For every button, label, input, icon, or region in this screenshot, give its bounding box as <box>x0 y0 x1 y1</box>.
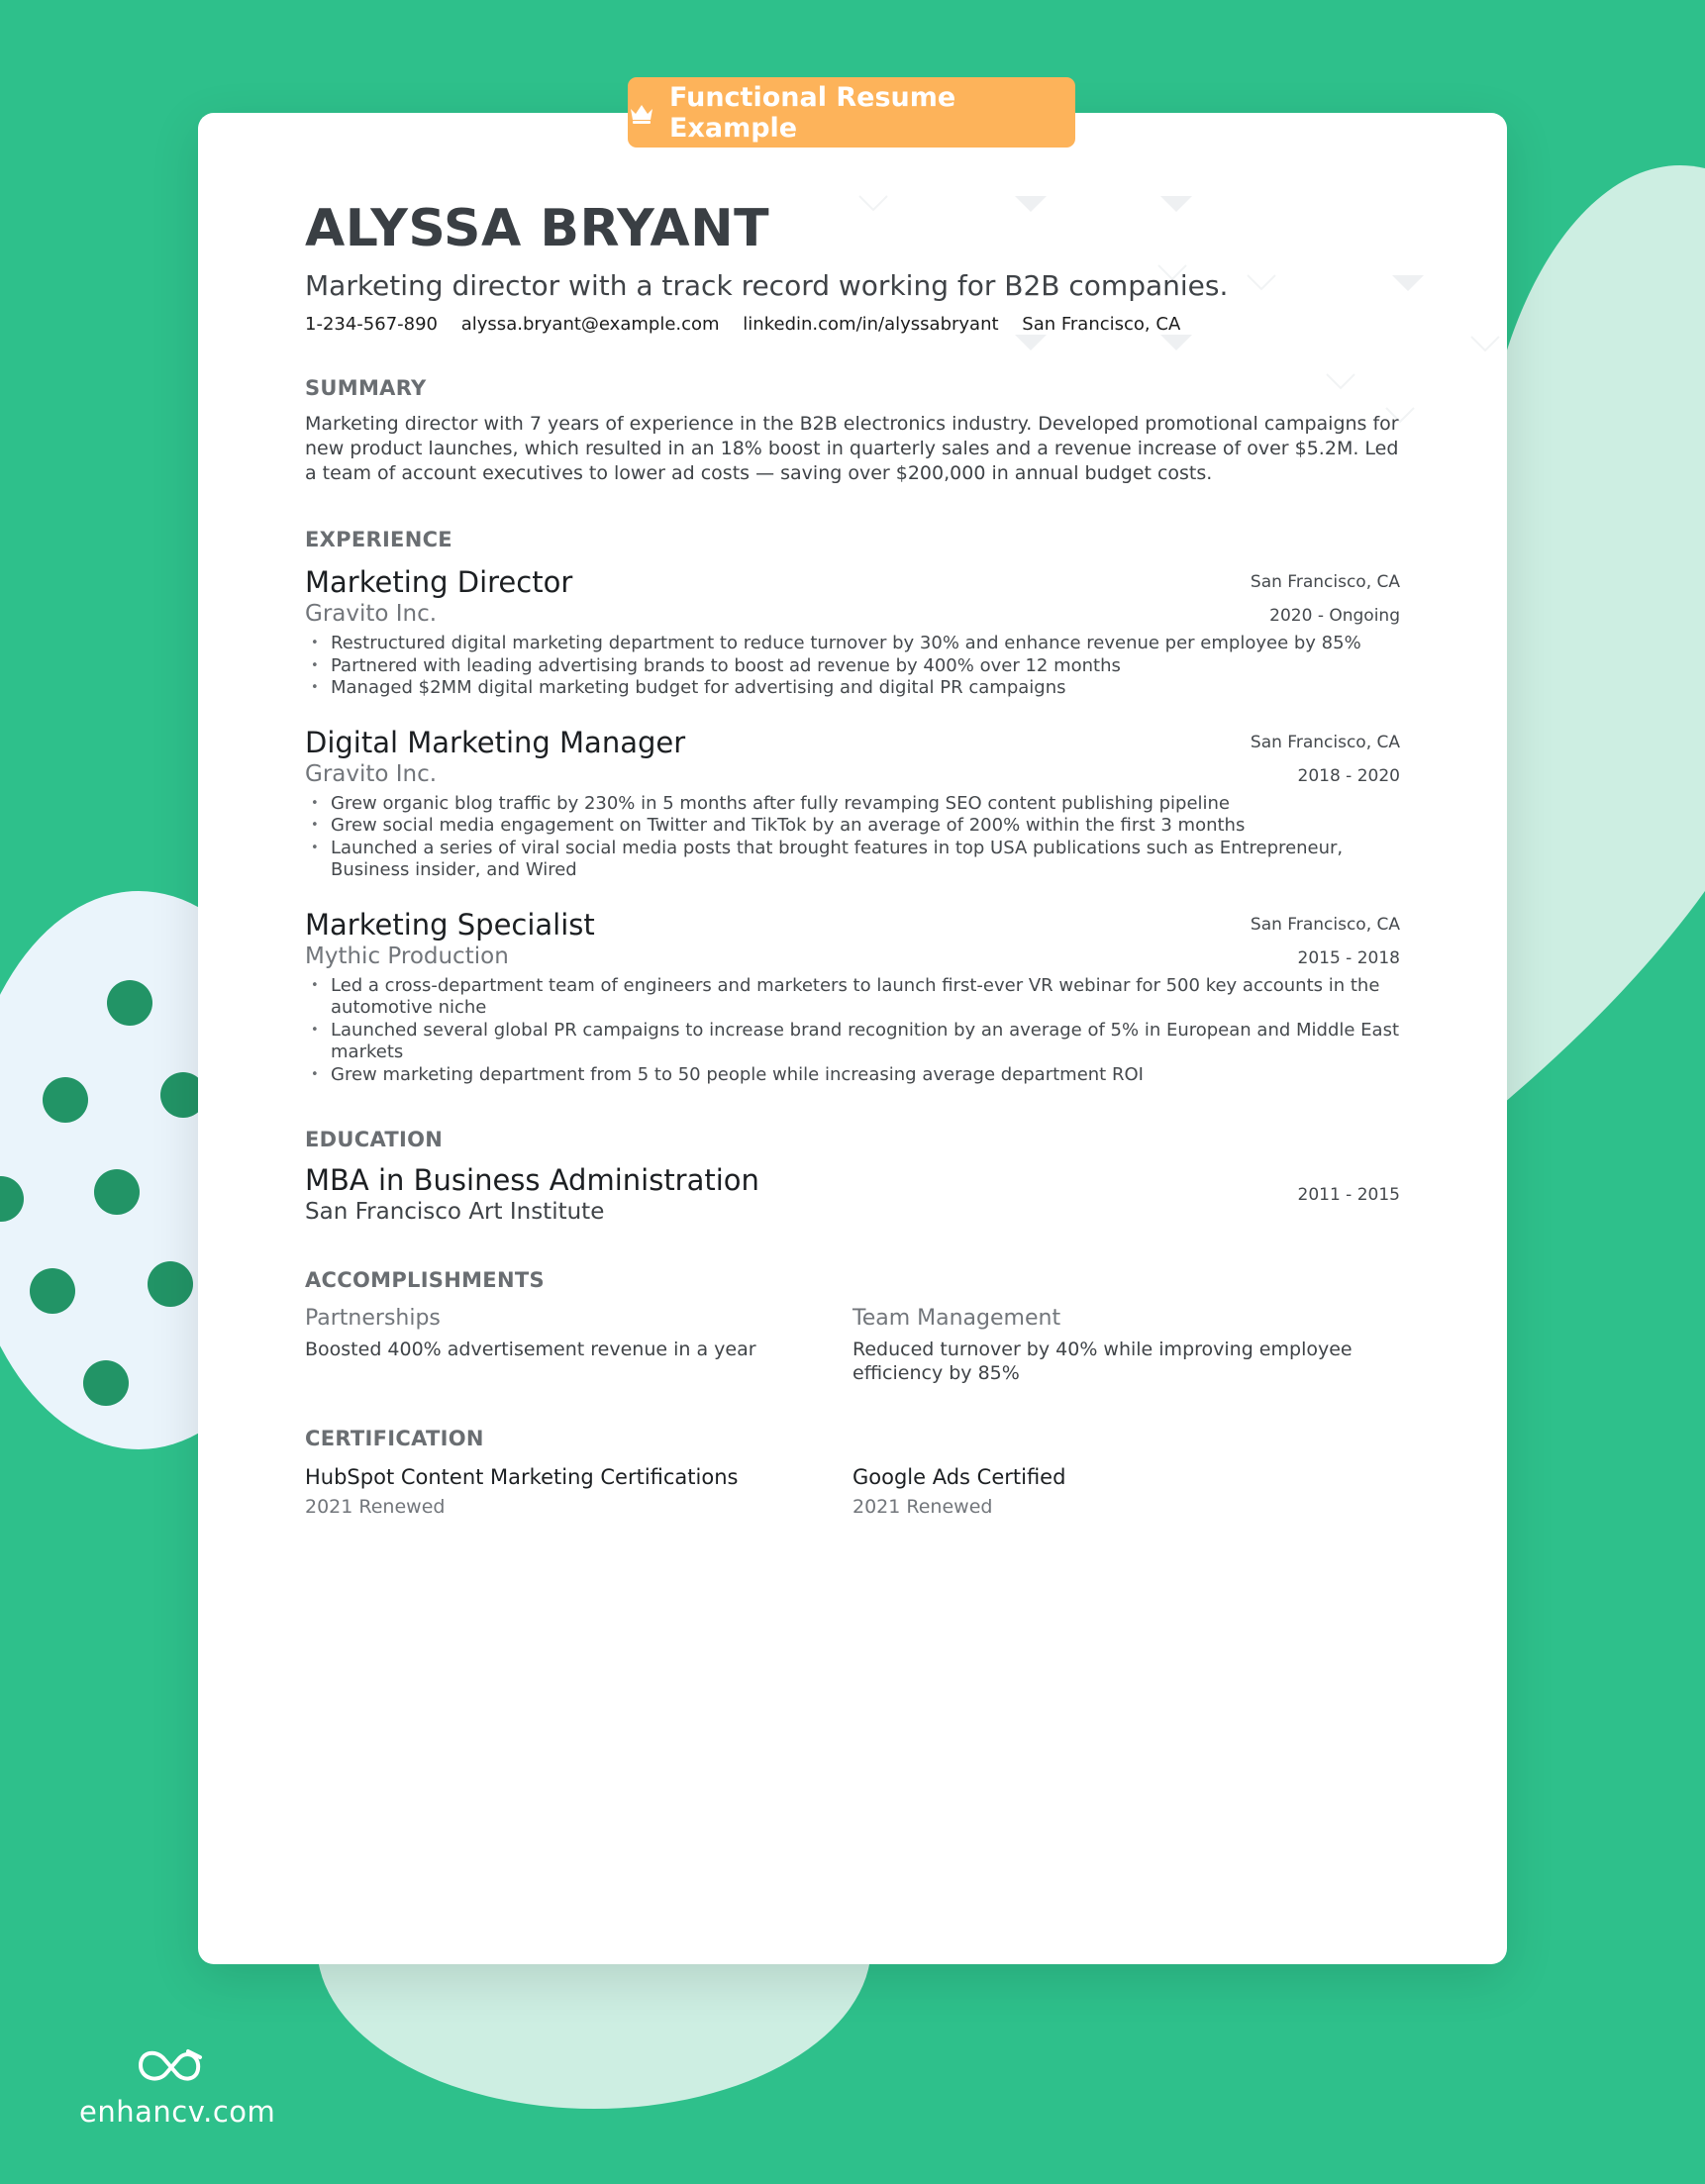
crown-icon <box>628 101 655 125</box>
job-location: San Francisco, CA <box>1250 732 1400 752</box>
accomplishment-desc: Reduced turnover by 40% while improving employee efficiency by 85% <box>852 1339 1353 1385</box>
education-degree: MBA in Business Administration <box>305 1163 759 1198</box>
job-company: Gravito Inc. <box>305 601 438 628</box>
certification-section <box>305 1427 1400 1522</box>
resume-type-badge <box>628 77 1075 148</box>
education-entry <box>305 1163 1400 1227</box>
job-location: San Francisco, CA <box>1250 572 1400 593</box>
job-bullet: • Managed $2MM digital marketing budget for advertising and digital PR campaigns <box>331 677 1400 700</box>
job-bullet: • Grew organic blog traffic by 230% in 5 months after fully revamping SEO content publishing pipeline <box>331 793 1400 816</box>
contact-location: San Francisco, CA <box>1022 314 1181 336</box>
accomplishment-title: Partnerships <box>305 1306 441 1332</box>
job-bullets <box>305 793 1400 882</box>
job-bullet: • Grew marketing department from 5 to 50 people while increasing average department ROI <box>331 1064 1400 1087</box>
summary-section <box>305 376 1400 486</box>
section-title: SUMMARY <box>305 376 427 401</box>
job-bullet: • Launched several global PR campaigns to increase brand recognition by an average of 5% in European and Middle East markets <box>331 1020 1400 1064</box>
certification-title: Google Ads Certified <box>852 1465 1066 1490</box>
job-role: Digital Marketing Manager <box>305 725 686 759</box>
decor-dot <box>83 1360 129 1406</box>
accomplishments-section <box>305 1268 1400 1385</box>
section-title: CERTIFICATION <box>305 1427 484 1451</box>
job-dates: 2018 - 2020 <box>1297 765 1400 786</box>
job-bullet: • Launched a series of viral social media posts that brought features in top USA publications such as Entrepreneur, Business insider, and Wired <box>331 838 1400 882</box>
job-bullet: • Restructured digital marketing department to reduce turnover by 30% and enhance revenue per employee by 85% <box>331 633 1400 655</box>
resume-content <box>305 198 1400 1522</box>
job-bullet: • Grew social media engagement on Twitter and TikTok by an average of 200% within the first 3 months <box>331 815 1400 838</box>
decor-dot <box>107 980 152 1026</box>
section-title: EXPERIENCE <box>305 528 452 552</box>
summary-text: Marketing director with 7 years of experience in the B2B electronics industry. Developed promotional campaigns for new product launches, which resulted in an 18% boost in quarterly sales and a revenue increase of over $5.2M. Led a team of account executives to lower ad costs — saving over $200,000 in annual budget costs. <box>305 413 1399 485</box>
decor-dot <box>148 1261 193 1307</box>
education-dates: 2011 - 2015 <box>1297 1185 1400 1206</box>
contact-linkedin[interactable]: linkedin.com/in/alyssabryant <box>743 314 999 336</box>
job-role: Marketing Director <box>305 565 573 600</box>
education-school: San Francisco Art Institute <box>305 1199 605 1226</box>
certification-sub: 2021 Renewed <box>305 1496 446 1519</box>
job-bullet: • Led a cross-department team of engineers and marketers to launch first-ever VR webinar for 500 key accounts in the automotive niche <box>331 975 1400 1020</box>
job-entry <box>305 565 1400 700</box>
job-dates: 2020 - Ongoing <box>1269 606 1400 627</box>
experience-section <box>305 528 1400 1086</box>
contact-phone: 1-234-567-890 <box>305 314 439 336</box>
job-entry <box>305 908 1400 1087</box>
job-role: Marketing Specialist <box>305 907 595 942</box>
badge-label: Functional Resume Example <box>669 81 956 144</box>
job-bullets <box>305 975 1400 1087</box>
job-entry <box>305 726 1400 882</box>
job-company: Mythic Production <box>305 943 509 969</box>
enhancv-logo-icon[interactable] <box>79 2041 257 2095</box>
accomplishment-title: Team Management <box>852 1306 1061 1332</box>
accomplishment-item <box>305 1304 852 1385</box>
section-title: EDUCATION <box>305 1128 444 1152</box>
candidate-headline: Marketing director with a track record working for B2B companies. <box>305 269 1229 303</box>
decor-dot <box>43 1077 88 1123</box>
education-section <box>305 1128 1400 1227</box>
accomplishment-item <box>852 1304 1400 1385</box>
job-bullets <box>305 633 1400 700</box>
job-location: San Francisco, CA <box>1250 914 1400 935</box>
certification-item <box>852 1462 1400 1522</box>
contact-info <box>305 314 1400 335</box>
job-bullet: • Partnered with leading advertising brands to boost ad revenue by 400% over 12 months <box>331 655 1400 678</box>
brand-site[interactable]: enhancv.com <box>79 2095 276 2129</box>
decor-dot <box>30 1268 75 1314</box>
candidate-name: ALYSSA BRYANT <box>305 199 770 258</box>
job-company: Gravito Inc. <box>305 760 438 787</box>
certification-title: HubSpot Content Marketing Certifications <box>305 1465 739 1490</box>
certification-sub: 2021 Renewed <box>852 1496 993 1519</box>
job-dates: 2015 - 2018 <box>1297 947 1400 968</box>
decor-dot <box>94 1169 140 1215</box>
contact-email[interactable]: alyssa.bryant@example.com <box>460 314 720 336</box>
certification-item <box>305 1462 852 1522</box>
section-title: ACCOMPLISHMENTS <box>305 1268 545 1293</box>
accomplishment-desc: Boosted 400% advertisement revenue in a year <box>305 1339 756 1361</box>
